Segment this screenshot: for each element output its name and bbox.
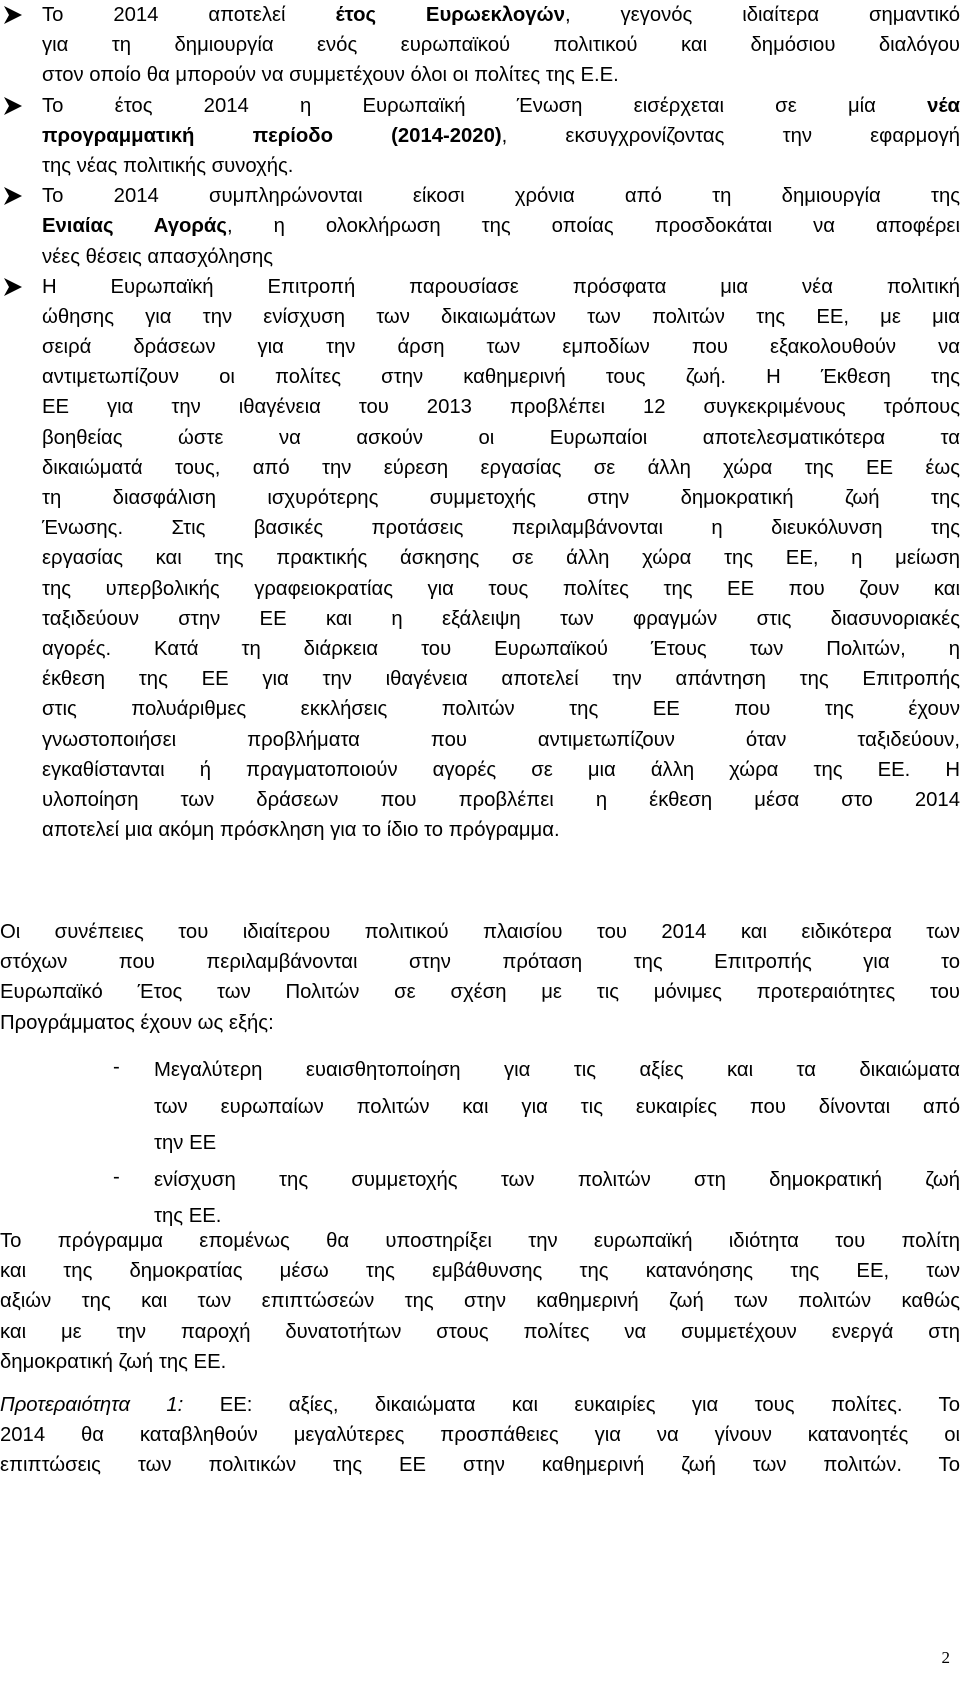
text-line: επιπτώσεις των πολιτικών της ΕΕ στην καθημερινή ζωή των πολιτών. Το [0, 1454, 960, 1477]
text-line: Οι συνέπειες του ιδιαίτερου πολιτικού πλαισίου του 2014 και ειδικότερα των [0, 921, 960, 943]
dash-list-item [0, 1052, 960, 1162]
text-line: για τη δημιουργία ενός ευρωπαϊκού πολιτικού και δημόσιου διαλόγου [42, 34, 960, 57]
italic-text: Προτεραιότητα 1: [0, 1394, 184, 1416]
arrow-bullet-icon [2, 185, 26, 209]
text-line: Το 2014 συμπληρώνονται είκοσι χρόνια από τη δημιουργία της [42, 185, 960, 208]
text-line: ενίσχυση της συμμετοχής των πολιτών στη δημοκρατική ζωή [154, 1168, 960, 1191]
text-line: αξιών της και των επιπτώσεών της στην καθημερινή ζωή των πολιτών καθώς [0, 1290, 960, 1313]
text-line: και με την παροχή δυνατοτήτων στους πολίτες να συμμετέχουν ενεργά στη [0, 1320, 960, 1343]
text-line: βοηθείας ώστε να ασκούν οι Ευρωπαίοι αποτελεσματικότερα τα [42, 426, 960, 449]
bold-text: νέα [927, 94, 960, 117]
text-line: εργασίας και της πρακτικής άσκησης σε άλλη χώρα της ΕΕ, η μείωση [42, 547, 960, 570]
arrow-bullet-icon [2, 4, 26, 28]
text-line: τη διασφάλιση ισχυρότερης συμμετοχής στην δημοκρατική ζωή της [42, 487, 960, 509]
text-line: των ευρωπαίων πολιτών και για τις ευκαιρίες που δίνονται από [154, 1095, 960, 1118]
text-line: και της δημοκρατίας μέσω της εμβάθυνσης της κατανόησης της ΕΕ, των [0, 1260, 960, 1283]
text-line: Ευρωπαϊκό Έτος των Πολιτών σε σχέση με τις μόνιμες προτεραιότητες του [0, 981, 960, 1004]
text-line: δικαιώματά τους, από την εύρεση εργασίας σε άλλη χώρα της ΕΕ έως [42, 456, 960, 479]
text-line: δημοκρατική ζωή της ΕΕ. [0, 1350, 227, 1373]
bold-text: Ενιαίας Αγοράς [42, 215, 227, 238]
dash-list-item [0, 1162, 960, 1235]
page-number: 2 [941, 1648, 950, 1667]
bullet-item [0, 0, 960, 91]
text-line: νέες θέσεις απασχόλησης [42, 245, 274, 268]
text-line: υλοποίηση των δράσεων που προβλέπει η έκθεση μέσα στο 2014 [42, 788, 960, 811]
dash-bullet: - [113, 1165, 120, 1188]
text-line: Η Ευρωπαϊκή Επιτροπή παρουσίασε πρόσφατα μια νέα πολιτική [42, 275, 960, 298]
text-line: προγραμματική περίοδο (2014-2020), εκσυγχρονίζοντας την εφαρμογή [42, 124, 960, 147]
text-line: εγκαθίστανται ή πραγματοποιούν αγορές σε μια άλλη χώρα της ΕΕ. Η [42, 758, 960, 781]
text-line: αγορές. Κατά τη διάρκεια του Ευρωπαϊκού Έτους των Πολιτών, η [42, 637, 960, 660]
bold-text: έτος Ευρωεκλογών [335, 4, 565, 26]
paragraph-programme [0, 1226, 960, 1377]
text-line: στον οποίο θα μπορούν να συμμετέχουν όλοι οι πολίτες της Ε.Ε. [42, 64, 619, 87]
text-line: στόχων που περιλαμβάνονται στην πρόταση της Επιτροπής για το [0, 951, 960, 974]
text-line: ταξιδεύουν στην ΕΕ και η εξάλειψη των φραγμών στις διασυνοριακές [42, 607, 960, 630]
bullet-item [0, 181, 960, 272]
text-line: έκθεση της ΕΕ για την ιθαγένεια αποτελεί την απάντηση της Επιτροπής [42, 668, 960, 691]
text-line: αντιμετωπίζουν οι πολίτες στην καθημερινή τους ζωή. Η Έκθεση της [42, 366, 960, 389]
arrow-bullet-icon [2, 276, 26, 300]
text-line: Μεγαλύτερη ευαισθητοποίηση για τις αξίες και τα δικαιώματα [154, 1059, 960, 1081]
text-line: Προτεραιότητα 1: ΕΕ: αξίες, δικαιώματα και ευκαιρίες για τους πολίτες. Το [0, 1394, 960, 1416]
text-line: της ΕΕ. [154, 1205, 222, 1228]
paragraph-consequences [0, 917, 960, 1038]
dash-bullet: - [113, 1056, 120, 1078]
bullet-item [0, 91, 960, 182]
text-line: γνωστοποιήσει προβλήματα που αντιμετωπίζουν όταν ταξιδεύουν, [42, 728, 960, 751]
text-line: ώθησης για την ενίσχυση των δικαιωμάτων των πολιτών της ΕΕ, με μια [42, 305, 960, 328]
text-line: της υπερβολικής γραφειοκρατίας για τους πολίτες της ΕΕ που ζουν και [42, 577, 960, 600]
text-line: ΕΕ για την ιθαγένεια του 2013 προβλέπει 12 συγκεκριμένους τρόπους [42, 396, 960, 419]
text-line: σειρά δράσεων για την άρση των εμποδίων που εξακολουθούν να [42, 336, 960, 359]
bold-text: προγραμματική περίοδο (2014-2020) [42, 124, 502, 147]
text-line: Ένωσης. Στις βασικές προτάσεις περιλαμβάνονται η διευκόλυνση της [42, 517, 960, 540]
text-line: Το έτος 2014 η Ευρωπαϊκή Ένωση εισέρχεται σε μία νέα [42, 94, 960, 117]
arrow-bullet-icon [2, 95, 26, 119]
text-line: Προγράμματος έχουν ως εξής: [0, 1011, 274, 1034]
paragraph-priority-1 [0, 1390, 960, 1481]
text-line: Ενιαίας Αγοράς, η ολοκλήρωση της οποίας προσδοκάται να αποφέρει [42, 215, 960, 238]
text-line: Το 2014 αποτελεί έτος Ευρωεκλογών, γεγονός ιδιαίτερα σημαντικό [42, 4, 960, 26]
dash-list [0, 1052, 960, 1235]
text-line: 2014 θα καταβληθούν μεγαλύτερες προσπάθειες για να γίνουν κατανοητές οι [0, 1424, 960, 1447]
text-line: την ΕΕ [154, 1132, 217, 1155]
text-line: της νέας πολιτικής συνοχής. [42, 154, 294, 177]
text-line: Το πρόγραμμα επομένως θα υποστηρίξει την ευρωπαϊκή ιδιότητα του πολίτη [0, 1230, 960, 1252]
text-line: αποτελεί μια ακόμη πρόσκληση για το ίδιο το πρόγραμμα. [42, 819, 560, 842]
text-line: στις πολυάριθμες εκκλήσεις πολιτών της ΕΕ που της έχουν [42, 698, 960, 721]
bullet-item [0, 272, 960, 846]
